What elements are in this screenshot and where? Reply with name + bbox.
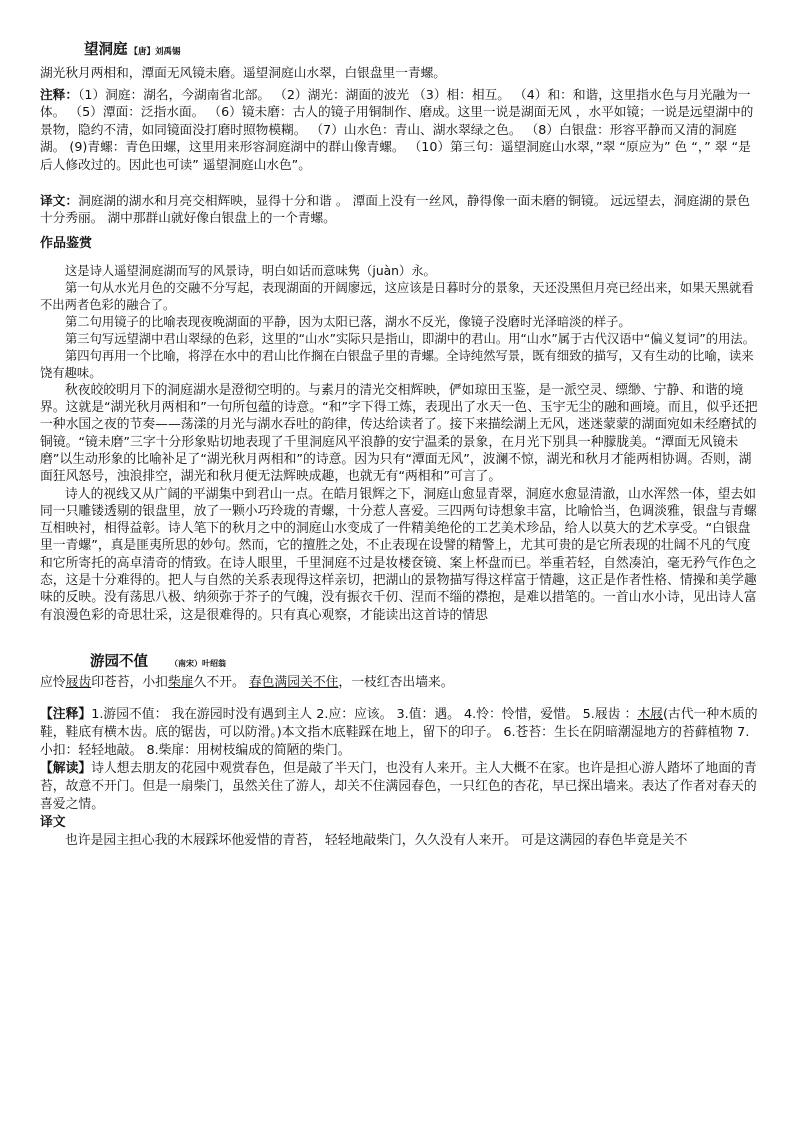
appreciation-paragraph-long: 诗人的视线又从广阔的平湖集中到君山一点。在皓月银辉之下，洞庭山愈显青翠，洞庭水愈显清澈，山水浑然一体，望去如同一只雕镂透剔的银盘里，放了一颗小巧玲珑的青螺，十分惹人喜爱。三四两句诗想象丰富，比喻恰当，色调淡雅，银盘与青螺互相映衬，相得益彰。诗人笔下的秋月之中的洞庭山水变成了一件精美绝伦的工艺美术珍品，给人以莫大的艺术享受。“白银盘里一青螺”，真是匪夷所思的妙句。然而，它的擅胜之处，不止表现在设譬的精警上，尤其可贵的是它所表现的壮阔不凡的气度和它所寄托的高卓清奇的情致。在诗人眼里，千里洞庭不过是妆楼奁镜、案上杯盘而已。举重若轻，自然凑泊，毫无矜气作色之态，这是十分难得的。把人与自然的关系表现得这样亲切，把湖山的景物描写得这样富于情趣，这正是作者性格、情操和美学趣味的反映。没有荡思八极、纳须弥于芥子的气魄，没有振衣千仞、涅而不缁的襟抱，是难以措笔的。一首山水小诗，见出诗人富有浪漫色彩的奇思壮采，这是很难得的。只有真心观察，才能读出这首诗的情思 <box>40 486 757 623</box>
poem2-underlined: 柴扉 <box>167 674 194 690</box>
poem2-title: 游园不值 <box>90 653 148 670</box>
appreciation-heading: 作品鉴赏 <box>40 235 93 251</box>
poem2-text: 应怜 <box>40 674 66 690</box>
poem2-notes <box>40 706 760 760</box>
appreciation-paragraph: 第四句再用一个比喻，将浮在水中的君山比作搁在白银盘子里的青螺。全诗纯然写景，既有细致的描写，又有生动的比喻，读来饶有趣味。 <box>40 348 754 380</box>
poem2-notes-underlined: 木屐 <box>637 706 663 722</box>
poem2-lines <box>40 674 760 692</box>
poem2-text: 久不开。 <box>193 674 249 690</box>
appreciation-paragraph: 这是诗人遥望洞庭湖而写的风景诗，明白如话而意味隽（juàn）永。 <box>65 263 436 278</box>
poem1-notes-label: 注释： <box>40 86 79 102</box>
appreciation-paragraph: 第二句用镜子的比喻表现夜晚湖面的平静，因为太阳已落，湖水不反光，像镜子没磨时光泽暗淡的样子。 <box>65 314 631 329</box>
poem1-heading <box>84 40 760 62</box>
poem1-lines: 湖光秋月两相和，潭面无风镜未磨。遥望洞庭山水翠，白银盘里一青螺。 <box>40 65 446 80</box>
document-page <box>40 40 760 850</box>
poem2-translation-label: 译文 <box>40 814 66 830</box>
poem2-notes-label: 【注释】 <box>40 706 92 722</box>
poem2-interpretation-label: 【解读】 <box>40 760 92 776</box>
poem2-underlined: 屐齿 <box>65 674 92 690</box>
poem2-interpretation-text: 诗人想去朋友的花园中观赏春色，但是敲了半天门，也没有人来开。主人大概不在家。也许是担心游人踏坏了地面的青苔，故意不开门。但是一扇柴门，虽然关住了游人，却关不住满园春色，一只红色的杏花，早已探出墙来。表达了作者对春天的喜爱之情。 <box>40 760 757 812</box>
poem2-heading <box>90 652 760 674</box>
poem1-translation <box>40 192 760 227</box>
appreciation-paragraph: 第一句从水光月色的交融不分写起，表现湖面的开阔廖远，这应该是日暮时分的景象，天还没黑但月亮已经出来，如果天黑就看不出两者色彩的融合了。 <box>40 280 754 312</box>
appreciation-body <box>40 263 760 382</box>
poem1-notes <box>40 86 760 174</box>
poem2-interpretation <box>40 760 760 814</box>
poem1-title: 望洞庭 <box>84 42 128 58</box>
poem2-notes-text: (古代一种木质的鞋，鞋底有横木齿。底的锯齿，可以防滑。)本文指木底鞋踩在地上，留下的印子。 6.苍苔：生长在阴暗潮湿地方的苔藓植物 7.小扣：轻轻地敲。 8.柴扉：用树枝编成的简陋的柴门。 <box>40 706 758 758</box>
appreciation-paragraph-long: 秋夜皎皎明月下的洞庭湖水是澄彻空明的。与素月的清光交相辉映，俨如琼田玉鉴，是一派空灵、缥缈、宁静、和谐的境界。这就是“湖光秋月两相和”一句所包蕴的诗意。“和”字下得工炼，表现出了水天一色、玉宇无尘的融和画境。而且，似乎还把一种水国之夜的节奏——荡漾的月光与湖水吞吐的韵律，传达给读者了。接下来描绘湖上无风，迷迷蒙蒙的湖面宛如未经磨拭的铜镜。“镜未磨”三字十分形象贴切地表现了千里洞庭风平浪静的安宁温柔的景象，在月光下别具一种朦胧美。“潭面无风镜未磨”以生动形象的比喻补足了“湖光秋月两相和”的诗意。因为只有“潭面无风”，波澜不惊，湖光和秋月才能两相协调。否则，湖面狂风怒号，浊浪排空，湖光和秋月便无法辉映成趣，也就无有“两相和”可言了。 <box>40 382 758 485</box>
poem2-underlined: 春色满园关不住 <box>248 674 339 690</box>
appreciation-paragraph: 第三句写远望湖中君山翠绿的色彩，这里的“山水”实际只是指山，即湖中的君山。用“山水”属于古代汉语中“偏义复词”的用法。 <box>65 331 755 346</box>
poem2-notes-text: 1.游园不值： 我在游园时没有遇到主人 2.应：应该。 3.值：遇。 4.怜：怜惜，爱惜。 5.屐齿 ： <box>91 706 638 722</box>
poem2-translation-text: 也许是园主担心我的木屐踩坏他爱惜的青苔， 轻轻地敲柴门，久久没有人来开。 可是这满园的春色毕竟是关不 <box>65 832 688 848</box>
poem1-author: 【唐】刘禹锡 <box>129 47 181 57</box>
poem2-author: （南宋）叶绍翁 <box>170 658 226 668</box>
poem2-text: ，一枝红杏出墙来。 <box>338 674 454 690</box>
poem1-translation-label: 译文： <box>40 192 79 208</box>
poem1-translation-text: 洞庭湖的湖水和月亮交相辉映，显得十分和谐 。 潭面上没有一丝风，静得像一面未磨的铜镜。 远远望去，洞庭湖的景色十分秀丽。 湖中那群山就好像白银盘上的一个青螺。 <box>40 192 750 226</box>
poem1-notes-text: （1）洞庭：湖名，今湖南省北部。 （2）湖光：湖面的波光 （3）相：相互。 （4）和：和谐，这里指水色与月光融为一体。 （5）潭面：泛指水面。 （6）镜未磨：古人的镜子用铜制作、磨成。这里一说是湖面无风 ，水平如镜；一说是远望湖中的景物，隐约不清，如同镜面没打磨时照物模糊。 （7）山水色：青山、湖水翠绿之色。 （8）白银盘：形容平静而又清的洞庭湖。 (9)青螺：青色田螺，这里用来形容洞庭湖中的群山像青螺。 （10）第三句：遥望洞庭山水翠，”翠 “原应为” 色 “，” 翠 “是后人修改过的。因此也可读” 遥望洞庭山水色”。 <box>40 86 754 172</box>
poem2-text: 印苍苔，小扣 <box>91 674 168 690</box>
